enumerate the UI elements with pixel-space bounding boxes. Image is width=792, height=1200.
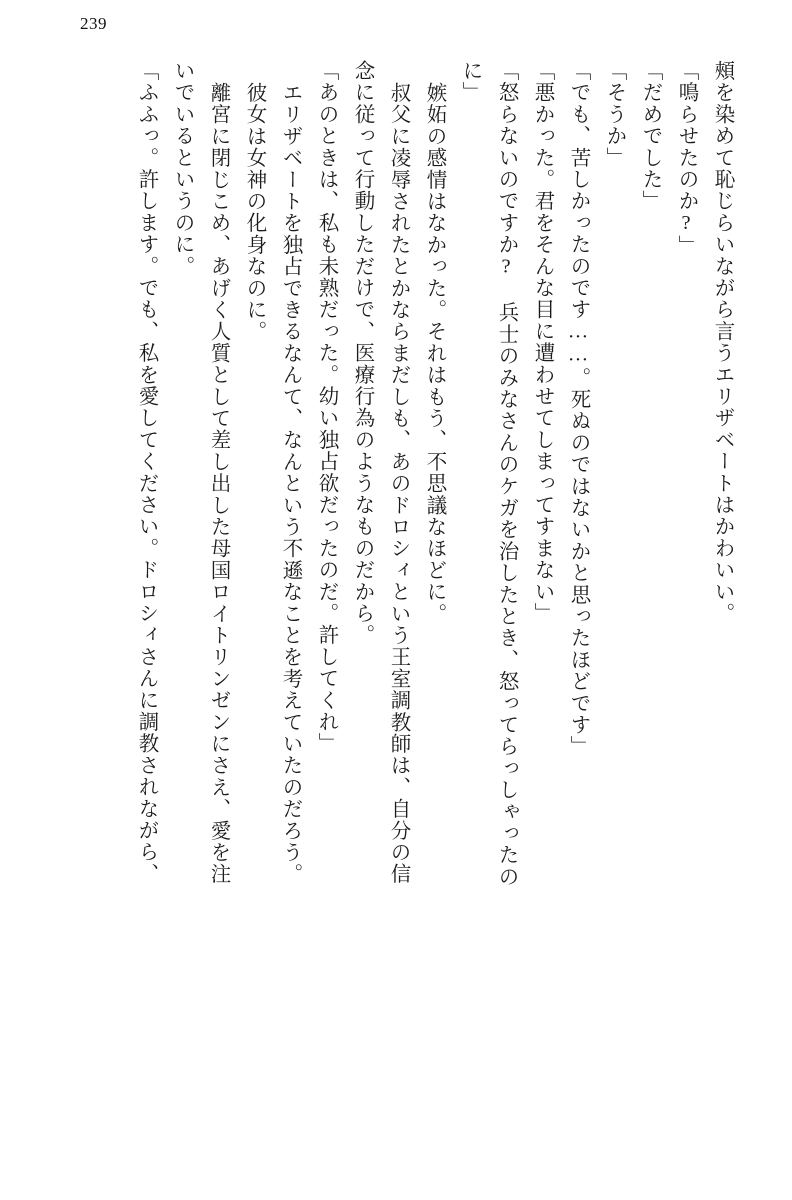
text-column: 「あのときは、私も未熟だった。幼い独占欲だったのだ。許してくれ」 bbox=[315, 60, 337, 755]
text-column: 離宮に閉じこめ、あげく人質として差し出した母国ロイトリンゼンにさえ、愛を注 bbox=[207, 82, 229, 885]
vertical-text-body bbox=[52, 60, 740, 1164]
text-column: 念に従って行動しただけで、医療行為のようなものだから。 bbox=[351, 60, 373, 646]
text-column: 「ふふっ。許します。でも、私を愛してください。ドロシィさんに調教されながら、 bbox=[135, 60, 157, 885]
text-column: 叔父に凌辱されたとかならまだしも、あのドロシィという王室調教師は、自分の信 bbox=[387, 82, 409, 885]
page-number: 239 bbox=[80, 14, 107, 33]
text-column: 「鳴らせたのか?」 bbox=[675, 60, 697, 257]
text-column: 「だめでした」 bbox=[639, 60, 661, 212]
text-column: 「そうか」 bbox=[603, 60, 625, 169]
text-column: 嫉妬の感情はなかった。それはもう、不思議なほどに。 bbox=[423, 82, 445, 625]
text-column: 「でも、苦しかったのです……。死ぬのではないかと思ったほどです」 bbox=[567, 60, 589, 758]
text-column: エリザベートを独占できるなんて、なんという不遜なことを考えていたのだろう。 bbox=[279, 82, 301, 885]
text-column: 頰を染めて恥じらいながら言うエリザベートはかわいい。 bbox=[711, 60, 733, 625]
text-column: 彼女は女神の化身なのに。 bbox=[243, 82, 265, 343]
text-column: 「悪かった。君をそんな目に遭わせてしまってすまない」 bbox=[531, 60, 553, 625]
text-column: に」 bbox=[459, 60, 481, 104]
text-column: いでいるというのに。 bbox=[171, 60, 193, 277]
text-column: 「怒らないのですか? 兵士のみなさんのケガを治したとき、怒ってらっしゃったの bbox=[495, 60, 517, 888]
